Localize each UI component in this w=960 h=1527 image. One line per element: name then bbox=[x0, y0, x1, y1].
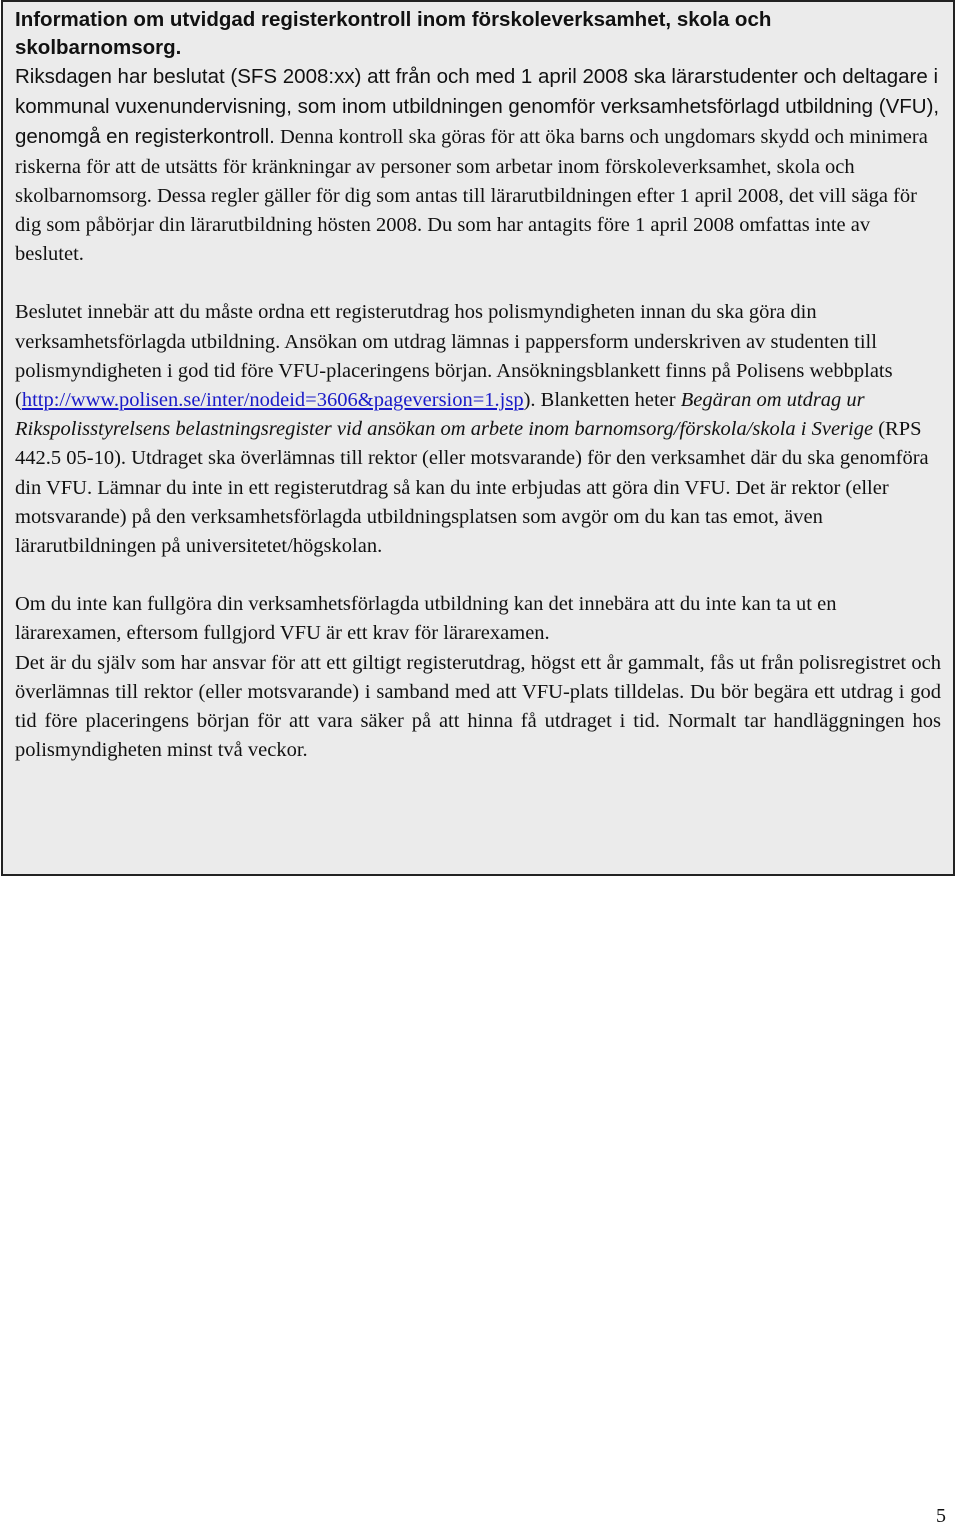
form-name: Begäran om utdrag ur Rikspolisstyrelsens belastningsregister vid ansökan om arbete inom barnomsorg/förskola/skola i Sverige bbox=[15, 389, 874, 441]
polisen-link[interactable]: http://www.polisen.se/inter/nodeid=3606&pageversion=1.jsp bbox=[21, 389, 524, 412]
paragraph-2 bbox=[15, 298, 941, 561]
paragraph-1-body: Denna kontroll ska göras för att öka barns och ungdomars skydd och minimera riskerna för att de utsätts för kränkningar av personer som arbetar inom förskoleverksamhet, skola och skolbarnomsorg. Dessa regler gäller för dig som antas till lärarutbildningen efter 1 april 2008, det vill säga för dig som påbörjar din lärarutbildning hösten 2008. Du som har antagits före 1 april 2008 omfattas inte av beslutet. bbox=[15, 126, 928, 266]
paragraph-1 bbox=[15, 62, 941, 269]
box-title: Information om utvidgad registerkontroll inom förskoleverksamhet, skola och skolbarnomsorg. bbox=[15, 8, 772, 59]
paragraph-2-end: (RPS 442.5 05-10). Utdraget ska överlämnas till rektor (eller motsvarande) för den verksamhet där du ska genomföra din VFU. Lämnar du inte in ett registerutdrag så kan du inte erbjudas att göra din VFU. Det är rektor (eller motsvarande) på den verksamhetsförlagda utbildningsplatsen som avgör om du kan tas emot, även lärarutbildningen på universitetet/högskolan. bbox=[15, 418, 929, 558]
paragraph-gap bbox=[15, 561, 941, 590]
paragraph-4: Det är du själv som har ansvar för att ett giltigt registerutdrag, högst ett år gammalt, fås ut från polisregistret och överlämnas till rektor (eller motsvarande) i samband med att VFU-plats tilldelas. Du bör begära ett utdrag i god tid före placeringens början för att vara säker på att hinna få utdraget i tid. Normalt tar handläggningen hos polismyndigheten minst två veckor. bbox=[15, 651, 941, 762]
paragraph-2-start: Beslutet innebär att du måste ordna ett registerutdrag hos polismyndigheten innan du ska göra din verksamhetsförlagda utbildning. Ansökan om utdrag lämnas i pappersform underskriven av studenten till polismyndigheten i god tid före VFU-placeringens början. Ansökningsblankett finns på Polisens webbplats ( bbox=[15, 301, 893, 412]
page-number: 5 bbox=[936, 1505, 946, 1527]
paragraph-3: Om du inte kan fullgöra din verksamhetsförlagda utbildning kan det innebära att du inte kan ta ut en lärarexamen, eftersom fullgjord VFU är ett krav för lärarexamen. bbox=[15, 593, 837, 645]
paragraph-gap bbox=[15, 269, 941, 298]
paragraph-1-intro: Riksdagen har beslutat (SFS 2008:xx) att från och med 1 april 2008 ska lärarstudenter och deltagare i kommunal vuxenundervisning, som inom utbildningen genomför verksamhetsförlagd utbildning (VFU), genomgå en registerkontroll. bbox=[15, 65, 940, 149]
paragraph-2-middle: ). Blanketten heter bbox=[523, 389, 681, 412]
information-box bbox=[1, 0, 955, 876]
